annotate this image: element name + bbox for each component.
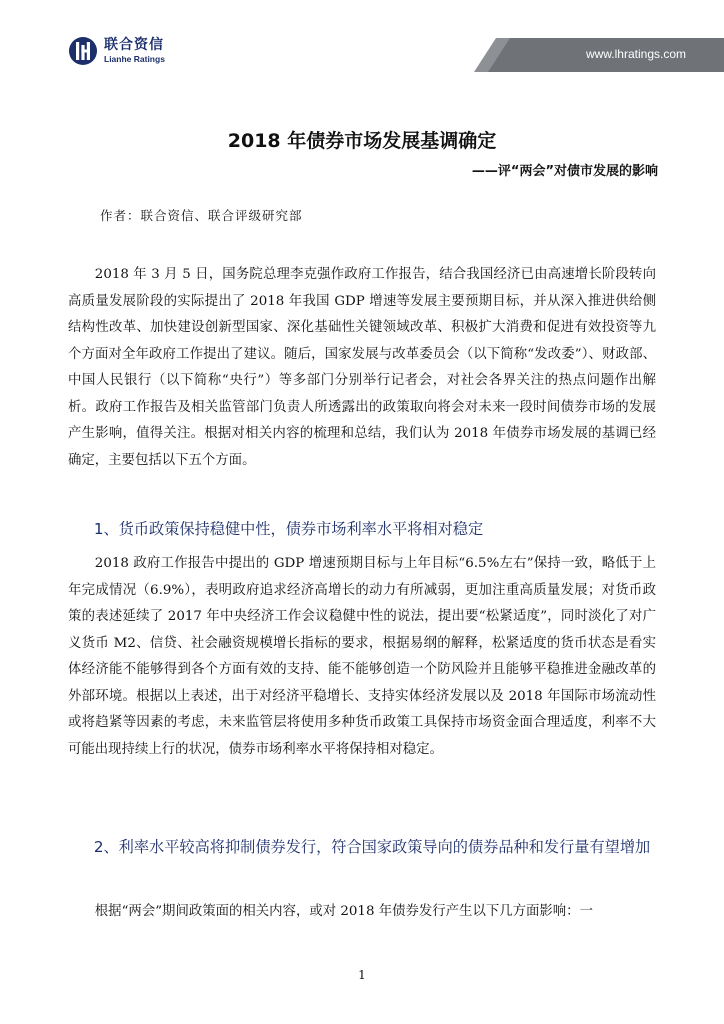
page-header xyxy=(0,0,724,86)
logo-english-name: Lianhe Ratings xyxy=(104,54,165,65)
page-title: 2018 年债券市场发展基调确定 xyxy=(227,130,497,152)
company-logo xyxy=(68,36,165,66)
section-heading-2: 2、利率水平较高将抑制债券发行，符合国家政策导向的债券品种和发行量有望增加 xyxy=(93,838,651,856)
website-url: www.lhratings.com xyxy=(585,47,686,61)
intro-paragraph: 2018 年 3 月 5 日，国务院总理李克强作政府工作报告，结合我国经济已由高速增长阶段转向高质量发展阶段的实际提出了 2018 年我国 GDP 增速等发展主要预期目标，并从深入推进供给侧结构性改革、加快建设创新型国家、深化基础性关键领域改革、积极扩大消费和促进有效投资等九个方面对全年政府工作提出了建议。随后，国家发展与改革委员会（以下简称“发改委”）、财政部、中国人民银行（以下简称“央行”）等多部门分别举行记者会，对社会各界关注的热点问题作出解析。政府工作报告及相关监管部门负责人所透露出的政策取向将会对未来一段时间债券市场的发展产生影响，值得关注。根据对相关内容的梳理和总结，我们认为 2018 年债券市场发展的基调已经确定，主要包括以下五个方面。 xyxy=(68,267,656,468)
section-heading-1: 1、货币政策保持稳健中性，债券市场利率水平将相对稳定 xyxy=(93,520,484,538)
page-number: 1 xyxy=(358,968,366,982)
logo-chinese-name: 联合资信 xyxy=(104,37,164,54)
author-line: 作者：联合资信、联合评级研究部 xyxy=(100,208,303,223)
lianhe-logo-icon xyxy=(68,36,98,66)
section2-paragraph: 根据“两会”期间政策面的相关内容，或对 2018 年债券发行产生以下几方面影响：一 xyxy=(94,904,593,919)
page-subtitle: ——评“两会”对债市发展的影响 xyxy=(471,164,658,179)
section1-paragraph: 2018 政府工作报告中提出的 GDP 增速预期目标与上年目标“6.5%左右”保持一致，略低于上年完成情况（6.9%），表明政府追求经济高增长的动力有所减弱，更加注重高质量发展；对货币政策的表述延续了 2017 年中央经济工作会议稳健中性的说法，提出要“松紧适度”，同时淡化了对广义货币 M2、信贷、社会融资规模增长指标的要求，根据易纲的解释，松紧适度的货币状态是看实体经济能不能够得到各个方面有效的支持、能不能够创造一个防风险并且能够平稳推进金融改革的外部环境。根据以上表述，出于对经济平稳增长、支持实体经济发展以及 2018 年国际市场流动性或将趋紧等因素的考虑，未来监管层将使用多种货币政策工具保持市场资金面合理适度，利率不大可能出现持续上行的状况，债券市场利率水平将保持相对稳定。 xyxy=(68,556,656,757)
